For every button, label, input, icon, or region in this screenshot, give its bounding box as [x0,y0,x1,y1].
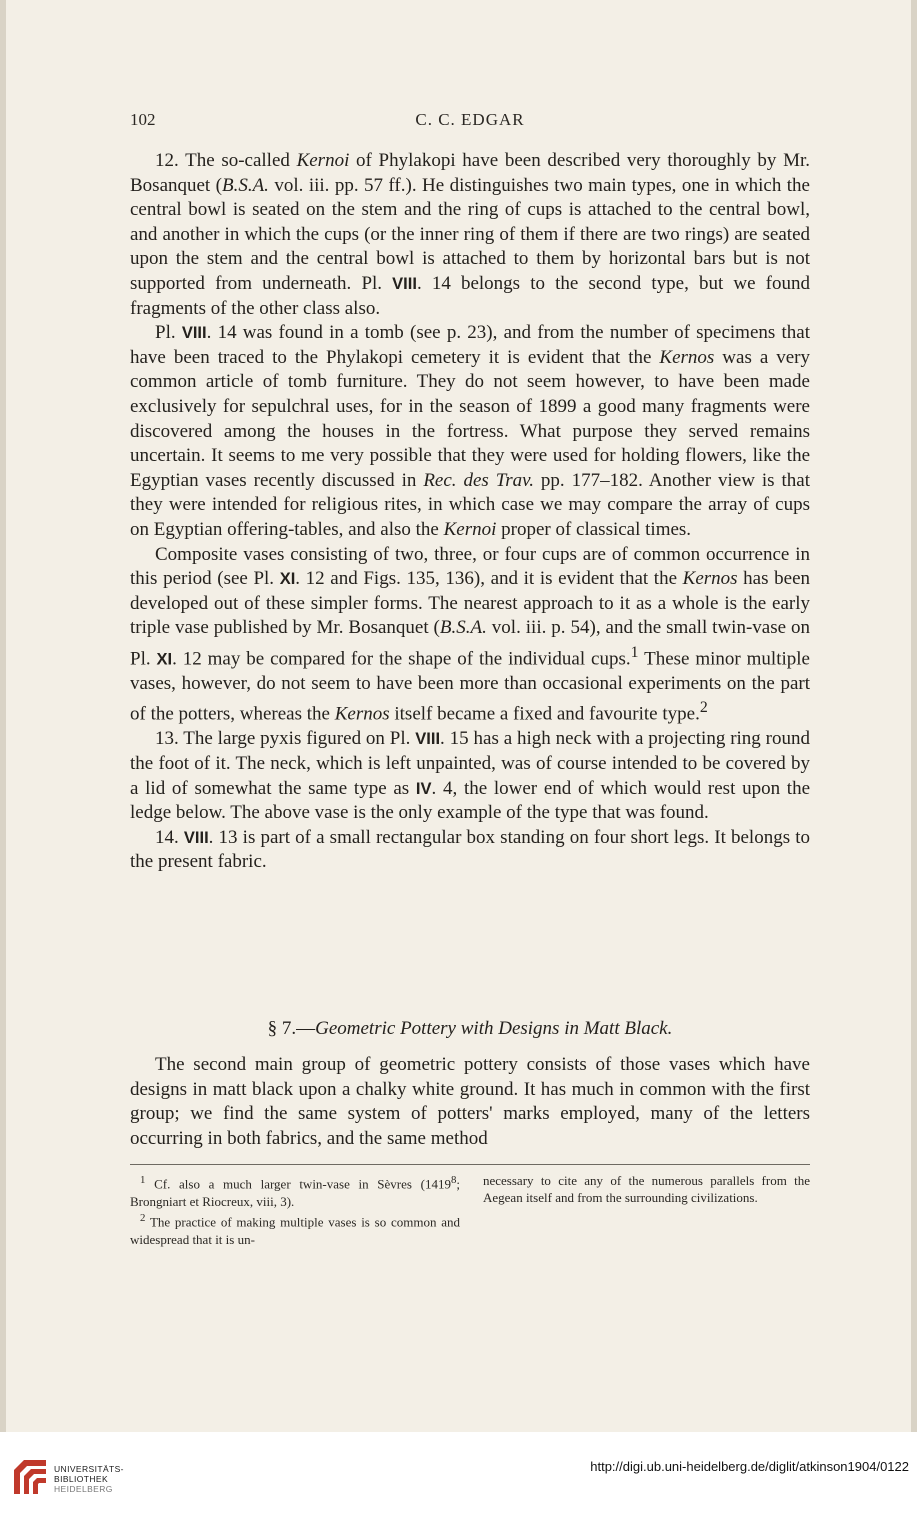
italic-run: B.S.A. [439,617,487,639]
text-run: has been developed out of these simpler forms. The nearest approach to it as a whole is the early triple vase published by Mr. Bosanquet ( [130,568,810,639]
text-run: . 15 has a high neck with a projecting ring round the foot of it. The neck, which is left unpainted, was of course intended to be covered by a lid of somewhat the same type as [130,728,810,799]
plate-ref: VIII [415,730,441,749]
text-run: Pl. [155,322,182,344]
text-run: . 4, the lower end of which would rest upon the ledge below. The above vase is the only example of the type that was found. [130,777,810,824]
library-logo-icon [10,1456,50,1498]
logo-text-line: BIBLIOTHEK [54,1474,109,1484]
plate-ref: XI [156,650,173,669]
running-head [130,110,810,134]
library-logo-label [54,1464,124,1494]
text-run: The second main group of geometric pottery consists of those vases which have designs in matt black upon a chalky white ground. It has much in common with the first group; we find the same system of potters' marks employed, many of the letters occurring in both fabrics, and the same method [130,1054,810,1149]
paragraph-12 [130,149,810,321]
text-run: vol. iii. p. 54), and the small twin-vase on Pl. [130,617,810,670]
page-number: 102 [130,110,156,129]
text-run: . 12 and Figs. 135, 136), and it is evident that the [295,568,683,590]
footnotes-left-column [130,1172,460,1248]
italic-run: Kernos [334,703,390,725]
text-run: Composite vases consisting of two, three, or four cups are of common occurrence in this period (see Pl. [130,543,810,590]
italic-run: Kernoi [296,150,350,171]
page-edge-left [0,0,6,1432]
text-run: vol. iii. pp. 57 ff.). He distinguishes two main types, one in which the central bowl is seated on the stem and the ring of cups is attached to the central bowl, and another in which the cups (or the inner ring of them if there are two rings) are seated upon the stem and the central bowl is attached to them by horizontal bars but is not supported from underneath. [130,174,810,294]
paragraph-14 [130,826,810,875]
italic-run: Kernos [682,568,738,590]
plate-ref: XI [279,570,296,589]
section-heading [130,1018,810,1040]
text-run: proper of classical times. [496,518,692,540]
text-run: . 12 may be compared for the shape of the individual cups. [172,648,631,670]
body-text-section-7 [130,1053,810,1151]
italic-run: Kernoi [443,518,497,540]
plate-ref: VIII [181,324,207,343]
text-run: of Phylakopi have been described very thoroughly by Mr. Bosanquet ( [130,150,810,196]
footnote-marker[interactable]: 2 [699,699,708,717]
superscript: 8 [450,1174,457,1186]
text-run: itself became a fixed and favourite type. [389,703,700,725]
footnotes-right-column [483,1172,810,1207]
source-url-link[interactable]: http://digi.ub.uni-heidelberg.de/diglit/atkinson1904/0122 [590,1459,909,1474]
text-run: Cf. also a much larger twin-vase in Sèvres (1419 [145,1176,451,1192]
text-run: ; Brongniart et Riocreux, viii, 3). [130,1176,460,1209]
italic-run: Rec. des Trav. [423,469,534,491]
plate-ref: VIII [183,828,209,847]
page-edge-right [911,0,917,1432]
paragraph-matt-black [130,1053,810,1151]
text-run: Pl. [361,272,393,294]
footnote-marker[interactable]: 1 [630,643,639,661]
text-run: 12. The so-called [155,150,297,171]
plate-ref: VIII [392,274,417,293]
italic-run: B.S.A. [221,174,269,196]
logo-text-line: UNIVERSITÄTS- [54,1464,124,1474]
body-text [130,149,810,875]
paragraph-kernos-use [130,321,810,542]
footnote-number: 2 [140,1211,146,1224]
text-run: 13. The large pyxis figured on Pl. [155,728,416,750]
paragraph-13 [130,727,810,825]
footnote-1 [130,1172,460,1210]
text-run: . 13 is part of a small rectangular box standing on four short legs. It belongs to the present fabric. [130,826,811,873]
footnote-2-continued: necessary to cite any of the numerous parallels from the Aegean itself and from the surrounding civilizations. [483,1173,810,1206]
text-run: . 14 was found in a tomb (see p. 23), and from the number of specimens that have been traced to the Phylakopi cemetery it is evident that the [130,322,810,368]
plate-ref: IV [415,779,432,798]
footnote-rule [130,1164,810,1165]
logo-text-line: HEIDELBERG [54,1484,113,1494]
text-run: The practice of making multiple vases is so common and widespread that it is un- [130,1214,460,1247]
library-logo[interactable] [10,1456,150,1502]
text-run: pp. 177–182. Another view is that they were intended for religious rites, in which case we may compare the array of cups on Egyptian offering-tables, and also the [130,469,810,540]
footnote-number: 1 [140,1174,146,1186]
section-number: § 7.— [267,1018,316,1039]
text-run: 14. [155,826,184,848]
paragraph-composite-vases [130,543,810,728]
italic-run: Kernos [659,346,715,368]
text-run: was a very common article of tomb furniture. They do not seem however, to have been made exclusively for sepulchral uses, for in the season of 1899 a good many fragments were discovered among the houses in the fortress. What purpose they served remains uncertain. It seems to me very possible that they were used for holding flowers, like the Egyptian vases recently discussed in [130,346,810,491]
running-title: C. C. EDGAR [415,110,525,129]
section-title: Geometric Pottery with Designs in Matt Black. [315,1018,673,1039]
footnote-2 [130,1210,460,1248]
text-run: . 14 belongs to the second type, but we found fragments of the other class also. [130,272,810,319]
text-run: These minor multiple vases, however, do not seem to have been more than occasional experiments on the part of the potters, whereas the [130,648,810,725]
